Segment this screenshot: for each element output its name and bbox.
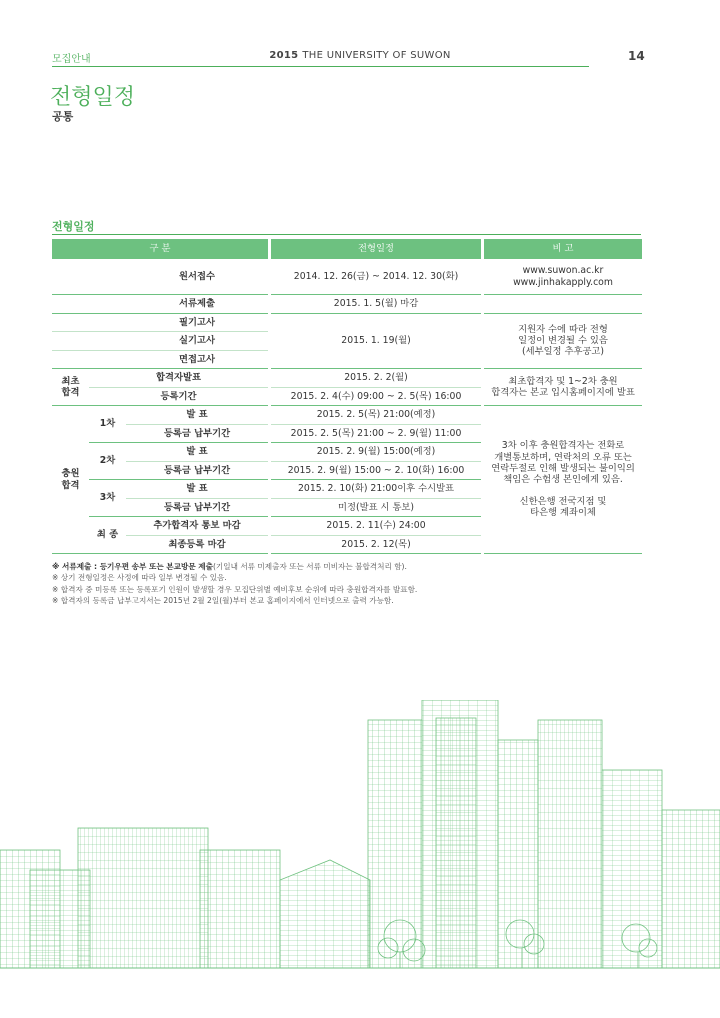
header-rule (52, 66, 589, 67)
final-notify-label: 추가합격자 통보 마감 (126, 517, 268, 536)
round-3-pay-label: 등록금 납부기간 (126, 499, 268, 518)
row-label-initial-register: 등록기간 (89, 388, 268, 407)
round-3-announce-date: 2015. 2. 10(화) 21:00이후 수시발표 (271, 480, 481, 499)
header-year: 2015 (269, 50, 299, 61)
round-2-pay-label: 등록금 납부기간 (126, 462, 268, 481)
page-subtitle: 공통 (52, 110, 74, 123)
final-register-date: 2015. 2. 12(목) (271, 536, 481, 555)
round-1-pay-date: 2015. 2. 5(목) 21:00 ~ 2. 9(월) 11:00 (271, 425, 481, 444)
final-register-label: 최종등록 마감 (126, 536, 268, 555)
row-label-documents: 서류제출 (126, 295, 268, 314)
row-label-application: 원서접수 (126, 259, 268, 295)
table-row (52, 314, 642, 333)
campus-building-illustration (0, 700, 720, 1018)
row-label-initial-announce: 합격자발표 (89, 369, 268, 388)
footnote: ※ 합격자의 등록금 납부고지서는 2015년 2월 2일(월)부터 본교 홈페이지에서 인터넷으로 출력 가능함. (52, 596, 394, 606)
table-title-rule (52, 234, 641, 235)
final-round-label: 최 종 (89, 517, 126, 554)
footnote (52, 561, 417, 572)
footnote: ※ 상기 전형일정은 사정에 따라 일부 변경될 수 있음. (52, 573, 227, 583)
group-additional-pass: 충원 합격 (52, 406, 89, 554)
round-1-label: 1차 (89, 406, 126, 443)
date-initial-register: 2015. 2. 4(수) 09:00 ~ 2. 5(목) 16:00 (271, 388, 481, 407)
date-application: 2014. 12. 26(금) ~ 2014. 12. 30(화) (271, 259, 481, 295)
round-3-label: 3차 (89, 480, 126, 517)
footnote: ※ 합격자 중 미등록 또는 등록포기 인원이 발생할 경우 모집단위별 예비후보 순위에 따라 충원합격자를 발표함. (52, 584, 418, 594)
remark-initial: 최초합격자 및 1~2차 충원 합격자는 본교 입시홈페이지에 발표 (484, 369, 642, 406)
round-1-announce-label: 발 표 (126, 406, 268, 425)
table-row (52, 369, 642, 388)
round-1-pay-label: 등록금 납부기간 (126, 425, 268, 444)
round-1-announce-date: 2015. 2. 5(목) 21:00(예정) (271, 406, 481, 425)
row-label-interview: 면접고사 (126, 351, 268, 370)
row-label-written: 필기고사 (126, 314, 268, 333)
group-initial-pass: 최초 합격 (52, 369, 89, 406)
final-notify-date: 2015. 2. 11(수) 24:00 (271, 517, 481, 536)
col-header-category: 구 분 (52, 239, 268, 259)
date-initial-announce: 2015. 2. 2(월) (271, 369, 481, 388)
row-label-practical: 실기고사 (126, 332, 268, 351)
page-number: 14 (628, 49, 645, 63)
remark-websites: www.suwon.ac.kr www.jinhakapply.com (484, 259, 642, 295)
round-2-announce-label: 발 표 (126, 443, 268, 462)
table-row (52, 406, 642, 425)
round-2-label: 2차 (89, 443, 126, 480)
round-2-pay-date: 2015. 2. 9(월) 15:00 ~ 2. 10(화) 16:00 (271, 462, 481, 481)
section-label: 모집안내 (52, 54, 91, 65)
round-3-announce-label: 발 표 (126, 480, 268, 499)
page-title: 전형일정 (50, 85, 136, 110)
table-row (52, 295, 642, 314)
table-header-row (52, 239, 642, 259)
footnotes (52, 561, 417, 607)
round-3-pay-date: 미정(발표 시 통보) (271, 499, 481, 518)
col-header-remarks: 비 고 (484, 239, 642, 259)
table-title: 전형일정 (52, 220, 95, 233)
footnote-bold: ※ 서류제출 : 등기우편 송부 또는 본교방문 제출 (52, 562, 213, 571)
running-header (0, 50, 720, 61)
round-2-announce-date: 2015. 2. 9(월) 15:00(예정) (271, 443, 481, 462)
remark-schedule-change: 지원자 수에 따라 전형 일정이 변경될 수 있음 (세부일정 추후공고) (484, 314, 642, 370)
schedule-table (52, 239, 642, 554)
date-documents: 2015. 1. 5(월) 마감 (271, 295, 481, 314)
header-university: THE UNIVERSITY OF SUWON (302, 50, 451, 61)
col-header-schedule: 전형일정 (271, 239, 481, 259)
remark-additional: 3차 이후 충원합격자는 전화로 개별통보하며, 연락처의 오류 또는 연락두절로 인해 발생되는 불이익의 책임은 수험생 본인에게 있음. 신한은행 전국지점 및 타은행 계좌이체 (484, 406, 642, 554)
date-exams: 2015. 1. 19(월) (271, 314, 481, 370)
table-row (52, 259, 642, 295)
footnote-rest: (기일내 서류 미제출자 또는 서류 미비자는 불합격처리 함). (212, 562, 407, 571)
